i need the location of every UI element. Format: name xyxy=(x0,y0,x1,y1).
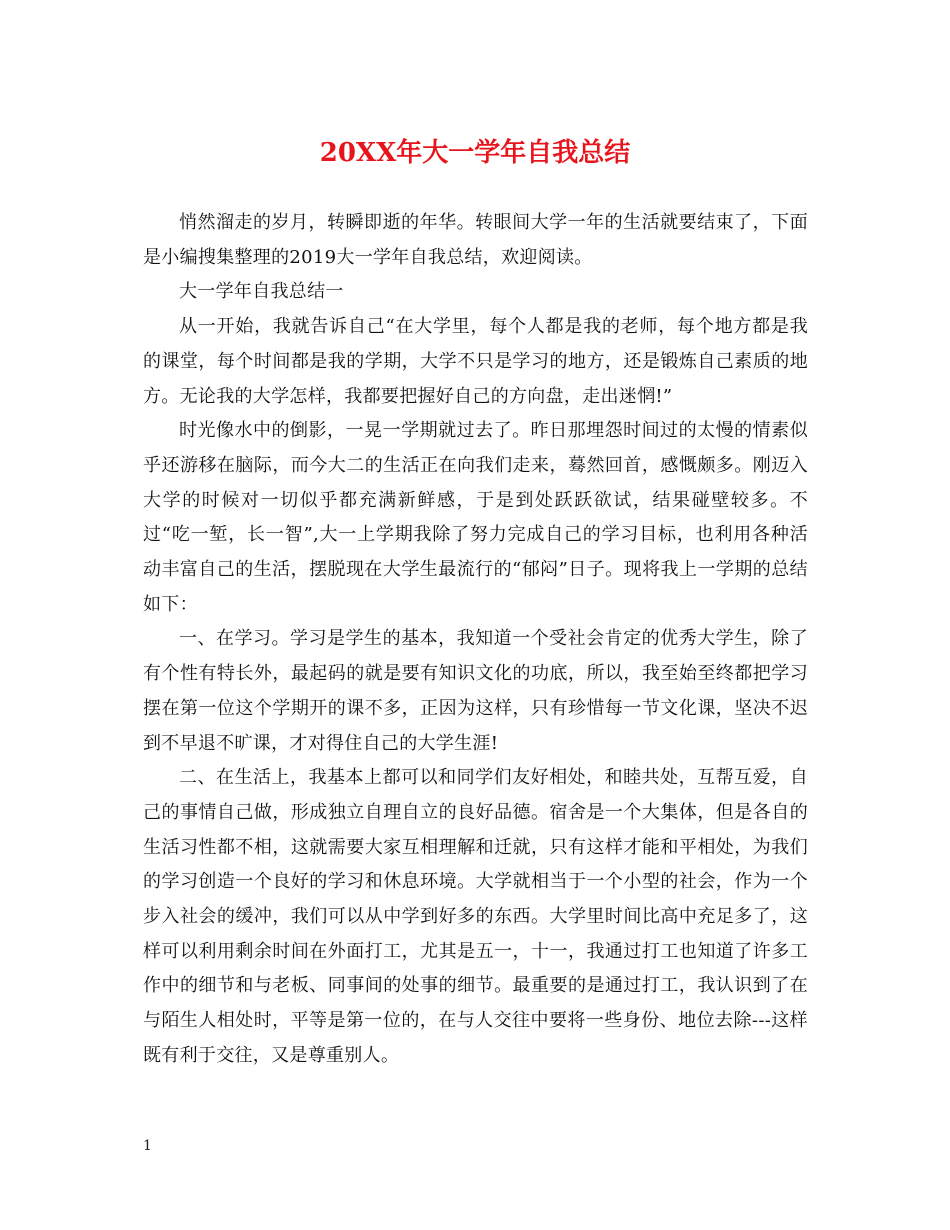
section-heading: 大一学年自我总结一 xyxy=(179,281,344,303)
paragraph: 从一开始，我就告诉自己“在大学里，每个人都是我的老师，每个地方都是我的课堂，每个时间都是我的学期，大学不只是学习的地方，还是锻炼自己素质的地方。无论我的大学怎样，我都要把握好自己的方向盘，走出迷惘!” xyxy=(143,316,808,407)
paragraph: 一、在学习。学习是学生的基本，我知道一个受社会肯定的优秀大学生，除了有个性有特长外，最起码的就是要有知识文化的功底，所以，我至始至终都把学习摆在第一位这个学期开的课不多，正因为这样，只有珍惜每一节文化课，坚决不迟到不早退不旷课，才对得住自己的大学生涯! xyxy=(143,628,808,754)
paragraph: 时光像水中的倒影，一晃一学期就过去了。昨日那埋怨时间过的太慢的情素似乎还游移在脑际，而今大二的生活正在向我们走来，蓦然回首，感慨颇多。刚迈入大学的时候对一切似乎都充满新鲜感，于是到处跃跃欲试，结果碰壁较多。不过“吃一堑，长一智”,大一上学期我除了努力完成自己的学习目标，也利用各种活动丰富自己的生活，摆脱现在大学生最流行的“郁闷”日子。现将我上一学期的总结如下： xyxy=(143,420,808,615)
document-body xyxy=(143,206,808,1074)
paragraph-intro: 悄然溜走的岁月，转瞬即逝的年华。转眼间大学一年的生活就要结束了，下面是小编搜集整理的2019大一学年自我总结，欢迎阅读。 xyxy=(143,212,808,268)
page-number: 1 xyxy=(143,1138,152,1154)
document-title: 20XX年大一学年自我总结 xyxy=(319,138,631,168)
paragraph: 二、在生活上，我基本上都可以和同学们友好相处，和睦共处，互帮互爱，自己的事情自己做，形成独立自理自立的良好品德。宿舍是一个大集体，但是各自的生活习性都不相，这就需要大家互相理解和迁就，只有这样才能和平相处，为我们的学习创造一个良好的学习和休息环境。大学就相当于一个小型的社会，作为一个步入社会的缓冲，我们可以从中学到好多的东西。大学里时间比高中充足多了，这样可以利用剩余时间在外面打工，尤其是五一，十一，我通过打工也知道了许多工作中的细节和与老板、同事间的处事的细节。最重要的是通过打工，我认识到了在与陌生人相处时，平等是第一位的，在与人交往中要将一些身份、地位去除---这样既有利于交往，又是尊重别人。 xyxy=(143,767,808,1066)
